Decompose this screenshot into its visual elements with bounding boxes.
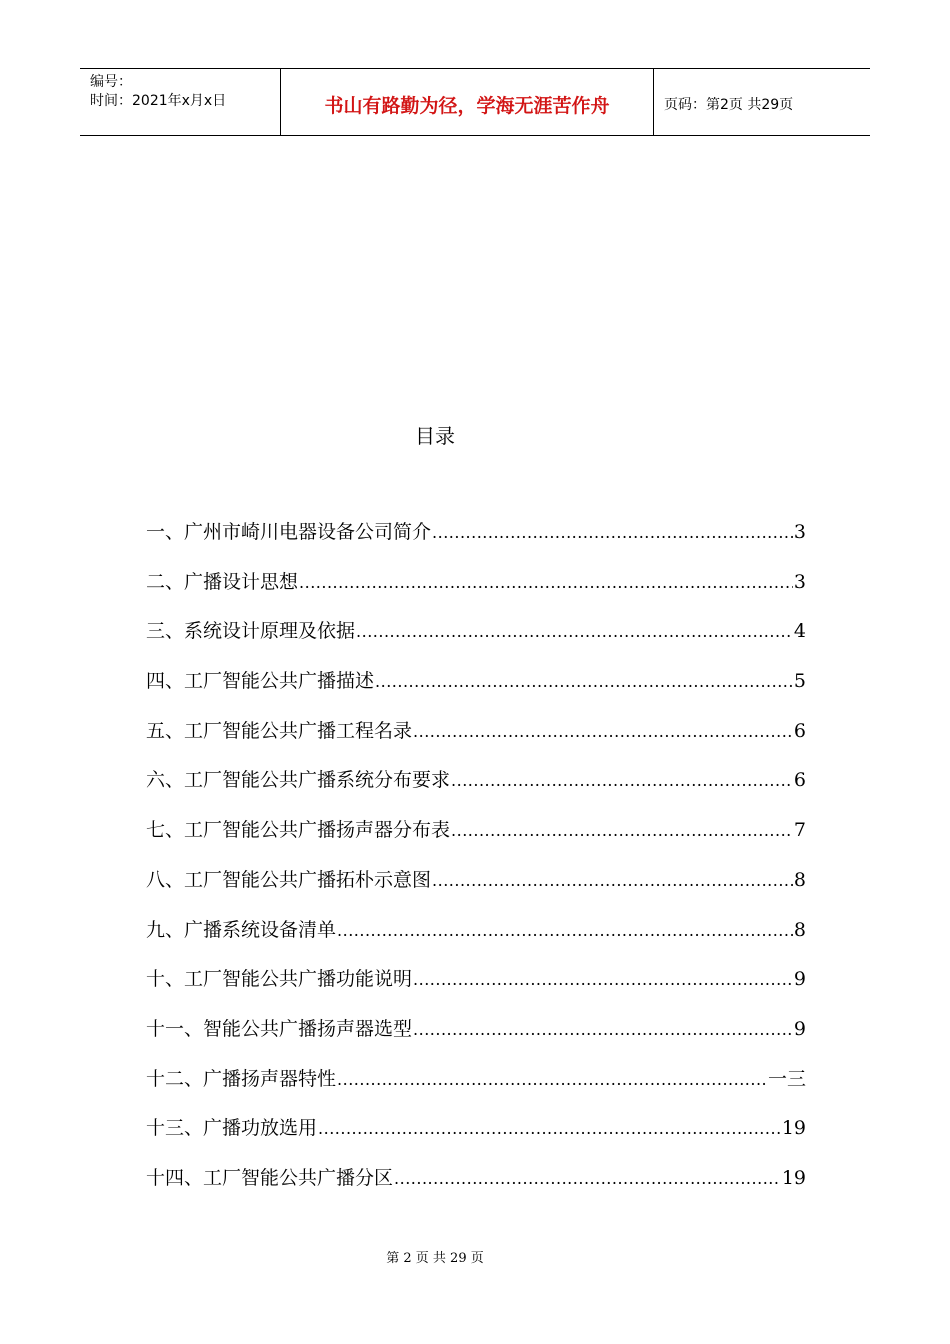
toc-entry-page: 4: [793, 620, 806, 643]
toc-dot-leader: [451, 813, 793, 848]
page-footer: 第 2 页 共 29 页: [386, 1251, 484, 1266]
toc-entry-label: 六、工厂智能公共广播系统分布要求: [146, 769, 451, 792]
toc-dot-leader: [375, 664, 793, 699]
toc-dot-leader: [394, 1161, 781, 1196]
toc-dot-leader: [299, 565, 793, 600]
toc-entry[interactable]: [146, 913, 806, 963]
table-of-contents: [146, 515, 806, 1211]
toc-entry[interactable]: [146, 813, 806, 863]
toc-entry-page: 9: [793, 1017, 806, 1040]
toc-entry-page: 19: [781, 1117, 806, 1140]
toc-entry-label: 二、广播设计思想: [146, 570, 299, 593]
toc-entry-label: 十二、广播扬声器特性: [146, 1067, 337, 1090]
toc-entry-page: 3: [793, 521, 806, 543]
toc-entry-label: 十一、智能公共广播扬声器选型: [146, 1017, 413, 1040]
toc-dot-leader: [337, 1062, 767, 1097]
toc-dot-leader: [432, 515, 793, 550]
page-header: [80, 68, 870, 136]
toc-entry-label: 十四、工厂智能公共广播分区: [146, 1166, 394, 1189]
toc-entry-label: 十三、广播功放选用: [146, 1117, 318, 1140]
toc-entry[interactable]: [146, 1161, 806, 1211]
toc-entry[interactable]: [146, 614, 806, 664]
toc-entry[interactable]: [146, 962, 806, 1012]
toc-entry-label: 五、工厂智能公共广播工程名录: [146, 719, 413, 742]
toc-entry-label: 一、广州市崎川电器设备公司简介: [146, 521, 432, 543]
header-page-info: 页码：第2页 共29页: [664, 97, 794, 113]
toc-dot-leader: [318, 1111, 781, 1146]
toc-entry[interactable]: [146, 1012, 806, 1062]
toc-entry-label: 七、工厂智能公共广播扬声器分布表: [146, 819, 451, 842]
toc-dot-leader: [413, 714, 793, 749]
toc-entry-label: 三、系统设计原理及依据: [146, 620, 356, 643]
toc-entry-page: 一三: [767, 1067, 806, 1090]
toc-entry[interactable]: [146, 515, 806, 565]
toc-entry[interactable]: [146, 565, 806, 615]
toc-entry-page: 6: [793, 769, 806, 792]
toc-entry-label: 八、工厂智能公共广播拓朴示意图: [146, 868, 432, 891]
toc-entry-page: 5: [793, 670, 806, 693]
toc-entry[interactable]: [146, 863, 806, 913]
toc-title: 目录: [415, 424, 455, 448]
toc-dot-leader: [337, 913, 793, 948]
toc-entry-page: 19: [781, 1166, 806, 1189]
toc-entry-page: 6: [793, 719, 806, 742]
header-motto: 书山有路勤为径，学海无涯苦作舟: [281, 69, 654, 135]
toc-entry-page: 8: [793, 918, 806, 941]
toc-dot-leader: [451, 763, 793, 798]
toc-entry-label: 四、工厂智能公共广播描述: [146, 670, 375, 693]
toc-entry-page: 9: [793, 968, 806, 991]
toc-entry[interactable]: [146, 1111, 806, 1161]
toc-entry[interactable]: [146, 664, 806, 714]
toc-dot-leader: [356, 614, 793, 649]
toc-entry-page: 8: [793, 868, 806, 891]
toc-entry[interactable]: [146, 1062, 806, 1112]
toc-entry-page: 3: [793, 570, 806, 593]
header-meta-cell: [80, 69, 281, 135]
toc-entry-label: 十、工厂智能公共广播功能说明: [146, 968, 413, 991]
toc-dot-leader: [413, 962, 793, 997]
toc-entry-label: 九、广播系统设备清单: [146, 918, 337, 941]
toc-dot-leader: [432, 863, 793, 898]
document-time-label: 时间：2021年x月x日: [90, 93, 227, 109]
toc-entry-page: 7: [793, 819, 806, 842]
document-number-label: 编号：: [90, 74, 132, 90]
toc-dot-leader: [413, 1012, 793, 1047]
toc-entry[interactable]: [146, 714, 806, 764]
toc-entry[interactable]: [146, 763, 806, 813]
